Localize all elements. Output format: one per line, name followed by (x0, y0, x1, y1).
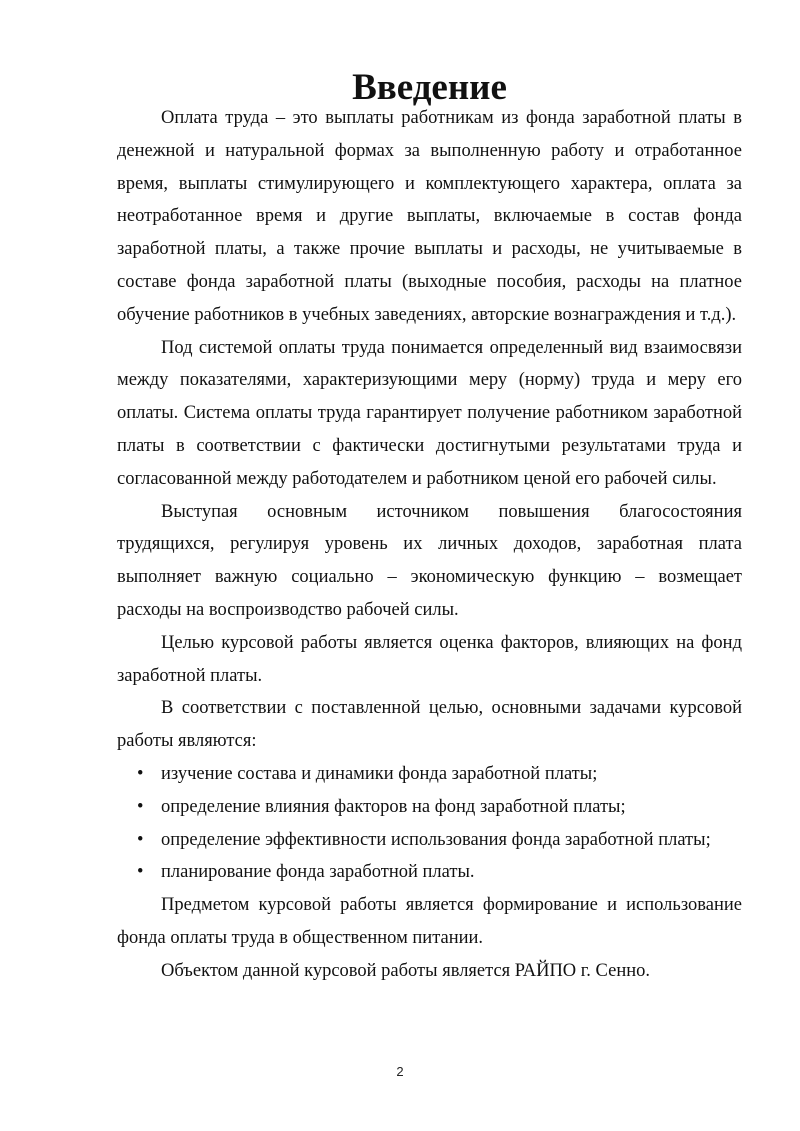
list-item (117, 758, 742, 791)
list-item-text: определение влияния факторов на фонд заработной платы; (161, 796, 626, 817)
paragraph-tasks-intro: В соответствии с поставленной целью, основными задачами курсовой работы являются: (117, 698, 742, 752)
paragraph-subject: Предметом курсовой работы является формирование и использование фонда оплаты труда в общественном питании. (117, 895, 742, 948)
paragraph-goal: Целью курсовой работы является оценка факторов, влияющих на фонд заработной платы. (117, 632, 742, 686)
bullet-icon: • (137, 763, 144, 784)
page-title: Введение (352, 67, 507, 108)
paragraph-wage-definition: Оплата труда – это выплаты работникам из фонда заработной платы в денежной и натуральной формах за выполненную работу и отработанное время, выплаты стимулирующего и комплектующего характера, оплата за неотработанное время и другие выплаты, включаемые в состав фонда заработной платы, а также прочие выплаты и расходы, не учитываемые в составе фонда заработной платы (выходные пособия, расходы на платное обучение работников в учебных заведениях, авторские вознаграждения и т.д.). (117, 108, 742, 325)
paragraph-wage-system: Под системой оплаты труда понимается определенный вид взаимосвязи между показателями, характеризующими меру (норму) труда и меру его оплаты. Система оплаты труда гарантирует получение работником заработной платы в соответствии с фактически достигнутыми результатами труда и согласованной между работодателем и работником ценой его рабочей силы. (117, 337, 742, 489)
page-number: 2 (396, 1064, 404, 1079)
document-page (117, 67, 742, 988)
bullet-icon: • (137, 796, 144, 817)
tasks-list (117, 758, 742, 889)
paragraph-wage-function: Выступая основным источником повышения благосостояния трудящихся, регулируя уровень их личных доходов, заработная плата выполняет важную социально – экономическую функцию – возмещает расходы на воспроизводство рабочей силы. (117, 501, 742, 620)
list-item (117, 791, 742, 824)
list-item-text: изучение состава и динамики фонда заработной платы; (161, 763, 598, 784)
list-item-text: планирование фонда заработной платы. (161, 862, 475, 883)
list-item-text: определение эффективности использования фонда заработной платы; (161, 829, 711, 850)
list-item (117, 824, 742, 857)
bullet-icon: • (137, 862, 144, 883)
paragraph-object: Объектом данной курсовой работы является РАЙПО г. Сенно. (161, 960, 650, 981)
bullet-icon: • (137, 829, 144, 850)
list-item (117, 856, 742, 889)
